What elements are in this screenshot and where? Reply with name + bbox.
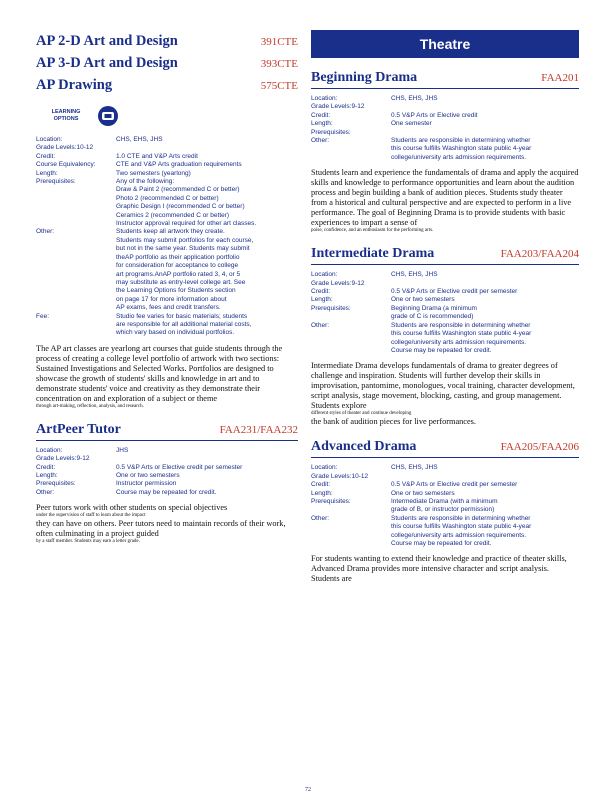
info-row [36, 144, 298, 152]
info-value-line: One or two semesters [391, 489, 455, 497]
info-value [391, 112, 579, 120]
info-value-line: Beginning Drama (a minimum [391, 304, 477, 312]
info-value [116, 228, 298, 312]
info-value-line: for consideration for acceptance to college [116, 262, 239, 270]
info-value-line: 0.5 V&P Arts or Elective credit per semester [391, 481, 518, 489]
info-row [311, 296, 579, 304]
peer-tutor-title: ArtPeer Tutor [36, 421, 121, 437]
info-value-line: but not in the same year. Students may submit [116, 245, 250, 253]
info-value-line: this course fulfills Washington state public 4-year [391, 330, 532, 338]
learning-options-label: LEARNING OPTIONS [51, 109, 81, 122]
info-row [311, 473, 579, 481]
info-row [36, 447, 298, 455]
info-key: Prerequisites: [311, 128, 351, 136]
info-row [36, 170, 298, 178]
info-value-line: Graphic Design I (recommended C or better) [116, 203, 245, 211]
ap-course-header [36, 52, 298, 74]
info-row [36, 464, 298, 472]
theatre-desc-text: For students wanting to extend their knowledge and practice of theater skills, Advanced Drama provides more intensive character and script analysis. Students are [311, 554, 567, 584]
info-key: Location: [311, 271, 338, 279]
info-key: Course Equivalency: [36, 161, 96, 169]
info-row [36, 480, 298, 488]
peer-tutor-description [36, 503, 298, 545]
ap-description-tail: through art-making, reflection, analysis, and research. [36, 403, 144, 409]
learning-options-icon [98, 106, 118, 126]
info-row [36, 228, 298, 312]
info-row [311, 288, 579, 296]
info-value-line: Course may be repeated for credit. [391, 346, 492, 354]
ap-course-header [36, 74, 298, 96]
info-value [116, 447, 298, 455]
theatre-course [311, 246, 579, 427]
info-value-line: Draw & Paint 2 (recommended C or better) [116, 186, 240, 194]
ap-course-code: 393CTE [260, 58, 298, 70]
theatre-course [311, 70, 579, 234]
info-value-line: grade of B, or instructor permission) [391, 506, 495, 514]
info-value-line: Students are responsible in determining whether [391, 321, 531, 329]
theatre-course-code: FAA205/FAA206 [500, 441, 579, 454]
info-row [311, 271, 579, 279]
theatre-desc-tiny: poise, confidence, and an enthusiasm for the performing arts. [311, 228, 434, 234]
info-value-line: theAP portfolio as their application portfolio [116, 253, 240, 261]
theatre-course-description [311, 361, 579, 427]
theatre-course [311, 439, 579, 584]
info-value-line: Course may be repeated for credit. [116, 488, 217, 496]
info-value-line: Course may be repeated for credit. [391, 539, 492, 547]
ap-course-title: AP 3-D Art and Design [36, 55, 178, 71]
info-value [391, 322, 579, 356]
theatre-course-description [311, 168, 579, 234]
info-value-line: AP exams, fees and credit transfers. [116, 304, 221, 312]
info-row [311, 322, 579, 356]
info-value-line: grade of C is recommended) [391, 313, 474, 321]
info-value-line: One or two semesters [116, 471, 180, 479]
info-key: Prerequisites: [311, 497, 351, 505]
info-value-line: 0.5 V&P Arts or Elective credit per semester [116, 463, 243, 471]
info-row [36, 313, 298, 338]
info-value [116, 161, 298, 169]
info-key: Fee: [36, 312, 50, 320]
info-key: Grade Levels:10-12 [36, 144, 94, 152]
info-value [391, 473, 579, 481]
info-value [116, 472, 298, 480]
info-key: Other: [36, 228, 55, 236]
info-value-line: may substitute as entry-level college art. See [116, 278, 246, 286]
info-value [391, 280, 579, 288]
info-row [36, 472, 298, 480]
info-key: Other: [36, 488, 55, 496]
info-key: Prerequisites: [36, 480, 76, 488]
info-value [116, 489, 298, 497]
info-row [311, 464, 579, 472]
info-row [311, 305, 579, 322]
ap-course-code: 391CTE [260, 36, 298, 48]
theatre-course-title: Advanced Drama [311, 439, 417, 455]
info-key: Grade Levels:10-12 [311, 472, 369, 480]
info-value-line: Any of the following: [116, 178, 175, 186]
info-value [116, 144, 298, 152]
info-value-line: 0.5 V&P Arts or Elective credit per semester [391, 288, 518, 296]
ap-course-code: 575CTE [260, 80, 298, 92]
info-value [116, 464, 298, 472]
info-value-line: Intermediate Drama (with a minimum [391, 497, 498, 505]
info-row [311, 490, 579, 498]
info-value [116, 455, 298, 463]
learning-options-box [48, 106, 298, 126]
theatre-course-description [311, 554, 579, 584]
info-key: Credit: [36, 152, 56, 160]
theatre-course-code: FAA203/FAA204 [500, 248, 579, 261]
info-value-line: Instructor approval required for other art classes. [116, 220, 257, 228]
theatre-course-info [311, 464, 579, 548]
ap-description-text: The AP art classes are yearlong art courses that guide students through the process of creating a college level portfolio of artwork with two sections: Sustained Investigations and Selected Works. Portfolios are designed to showcase the growth of students' skills and knowledge in art and to demonstrate students' voice and creativity as they demonstrate their concentration on and exploration of a subject or theme [36, 343, 283, 403]
info-value [391, 120, 579, 128]
ap-course-info [36, 136, 298, 338]
info-key: Credit: [36, 463, 56, 471]
info-value-line: Instructor permission [116, 480, 177, 488]
theatre-banner: Theatre [311, 30, 579, 58]
info-value [116, 480, 298, 488]
theatre-course-header [311, 70, 579, 89]
info-key: Length: [311, 296, 333, 304]
info-value [391, 490, 579, 498]
info-value [391, 129, 579, 137]
info-value-line: Students keep all artwork they create. [116, 228, 225, 236]
ap-course-header [36, 30, 298, 52]
theatre-course-info [311, 95, 579, 162]
info-key: Prerequisites: [36, 178, 76, 186]
info-key: Grade Levels:9-12 [311, 103, 365, 111]
info-key: Grade Levels:9-12 [311, 279, 365, 287]
peer-tutor-header [36, 422, 298, 441]
theatre-course-info [311, 271, 579, 355]
info-row [36, 489, 298, 497]
info-value-line: the Learning Options for Students section [116, 287, 236, 295]
ap-course-title: AP 2-D Art and Design [36, 33, 178, 49]
info-value-line: One or two semesters [391, 296, 455, 304]
info-value [391, 515, 579, 549]
info-value-line: Photo 2 (recommended C or better) [116, 194, 219, 202]
peer-tutor-code: FAA231/FAA232 [219, 423, 298, 436]
theatre-course-code: FAA201 [541, 72, 579, 84]
info-key: Prerequisites: [311, 304, 351, 312]
info-key: Other: [311, 321, 330, 329]
theatre-course-title: Intermediate Drama [311, 246, 435, 262]
info-value-line: are responsible for all additional material costs, [116, 320, 252, 328]
info-value-line: CTE and V&P Arts graduation requirements [116, 161, 242, 169]
info-value-line: college/university arts admission requirements. [391, 338, 527, 346]
info-value-line: college/university arts admission requirements. [391, 531, 527, 539]
right-column [311, 30, 579, 584]
info-key: Credit: [311, 111, 331, 119]
info-value [116, 153, 298, 161]
info-value-line: college/university arts admission requirements. [391, 153, 527, 161]
ap-description [36, 344, 298, 410]
left-column [36, 30, 298, 545]
info-row [311, 129, 579, 137]
info-value [391, 498, 579, 515]
info-value-line: CHS, EHS, JHS [116, 136, 163, 143]
theatre-course-header [311, 246, 579, 265]
page-number: 72 [305, 787, 311, 793]
peer-tutor-info [36, 447, 298, 497]
info-key: Grade Levels:9-12 [36, 455, 90, 463]
info-value-line: JHS [116, 446, 129, 454]
info-row [311, 481, 579, 489]
info-row [36, 455, 298, 463]
info-row [311, 95, 579, 103]
peer-tutor-section [36, 422, 298, 545]
theatre-desc-tiny: different styles of theater and continue developing [311, 411, 412, 417]
ap-course-title: AP Drawing [36, 77, 113, 93]
info-value-line: CHS, EHS, JHS [391, 95, 438, 102]
info-value-line: on page 17 for more information about [116, 295, 227, 303]
info-key: Length: [311, 120, 333, 128]
peer-desc-1: Peer tutors work with other students on special objectives [36, 503, 228, 513]
info-row [311, 498, 579, 515]
info-row [311, 515, 579, 549]
info-value [391, 137, 579, 162]
theatre-course-title: Beginning Drama [311, 70, 418, 85]
theatre-desc-after: the bank of audition pieces for live performances. [311, 417, 476, 427]
theatre-course-header [311, 439, 579, 458]
info-row [311, 280, 579, 288]
info-value [116, 170, 298, 178]
info-row [311, 103, 579, 111]
info-key: Other: [311, 137, 330, 145]
info-value-line: art programs.AnAP portfolio rated 3, 4, or 5 [116, 270, 241, 278]
theatre-courses [311, 70, 579, 584]
info-value [116, 178, 298, 228]
info-row [36, 161, 298, 169]
info-value-line: Studio fee varies for basic materials; students [116, 312, 248, 320]
info-row [36, 153, 298, 161]
info-value-line: 0.5 V&P Arts or Elective credit [391, 111, 478, 119]
info-key: Length: [36, 471, 58, 479]
info-value-line: this course fulfills Washington state public 4-year [391, 145, 532, 153]
info-value-line: CHS, EHS, JHS [391, 464, 438, 472]
theatre-desc-text: Students learn and experience the fundamentals of drama and apply the acquired skills and knowledge to performance opportunities and learn about the audition process and begin building a bank of audition pieces. Students study theater from a historical and cultural perspective and are expected to perform in a live performance. The goal of Beginning Drama is to provide students with basic experiences to impart a sense of [311, 168, 579, 228]
info-value-line: this course fulfills Washington state public 4-year [391, 523, 532, 531]
info-row [311, 120, 579, 128]
info-value [391, 296, 579, 304]
info-key: Location: [36, 446, 63, 454]
info-value-line: CHS, EHS, JHS [391, 271, 438, 279]
info-value-line: One semester [391, 120, 432, 128]
info-row [311, 112, 579, 120]
info-row [311, 137, 579, 162]
info-key: Credit: [311, 481, 331, 489]
info-value-line: which vary based on individual portfolios. [116, 329, 235, 337]
info-value-line: Ceramics 2 (recommended C or better) [116, 211, 230, 219]
peer-desc-2: they can have on others. Peer tutors need to maintain records of their work, often culminating in a project guided [36, 519, 286, 539]
info-value-line: 1.0 CTE and V&P Arts credit [116, 152, 198, 160]
info-key: Length: [36, 169, 58, 177]
info-value [391, 464, 579, 472]
peer-desc-tiny-2: by a staff member. Students may earn a letter grade. [36, 539, 140, 545]
info-key: Other: [311, 514, 330, 522]
info-value [391, 95, 579, 103]
peer-desc-tiny-1: under the supervision of staff to learn about the impact [36, 513, 146, 519]
info-value [116, 313, 298, 338]
info-value [391, 103, 579, 111]
info-value-line: Students may submit portfolios for each course, [116, 236, 254, 244]
info-key: Location: [311, 464, 338, 472]
info-value-line: Two semesters (yearlong) [116, 169, 191, 177]
info-value [391, 271, 579, 279]
info-value [391, 305, 579, 322]
info-value [116, 136, 298, 144]
info-key: Credit: [311, 288, 331, 296]
info-value [391, 288, 579, 296]
info-key: Location: [311, 95, 338, 102]
info-value-line: Students are responsible in determining whether [391, 514, 531, 522]
info-value [391, 481, 579, 489]
ap-course-headers [36, 30, 298, 96]
info-row [36, 136, 298, 144]
info-key: Length: [311, 489, 333, 497]
theatre-desc-text: Intermediate Drama develops fundamentals of drama to greater degrees of challenge and inspiration. Students will further develop their skills in improvisation, pantomime, monologues, vocal training, character development, script analysis, stage movement, blocking, casting, and group management. Students explore [311, 361, 575, 411]
info-row [36, 178, 298, 228]
info-value-line: Students are responsible in determining whether [391, 137, 531, 145]
info-key: Location: [36, 136, 63, 143]
